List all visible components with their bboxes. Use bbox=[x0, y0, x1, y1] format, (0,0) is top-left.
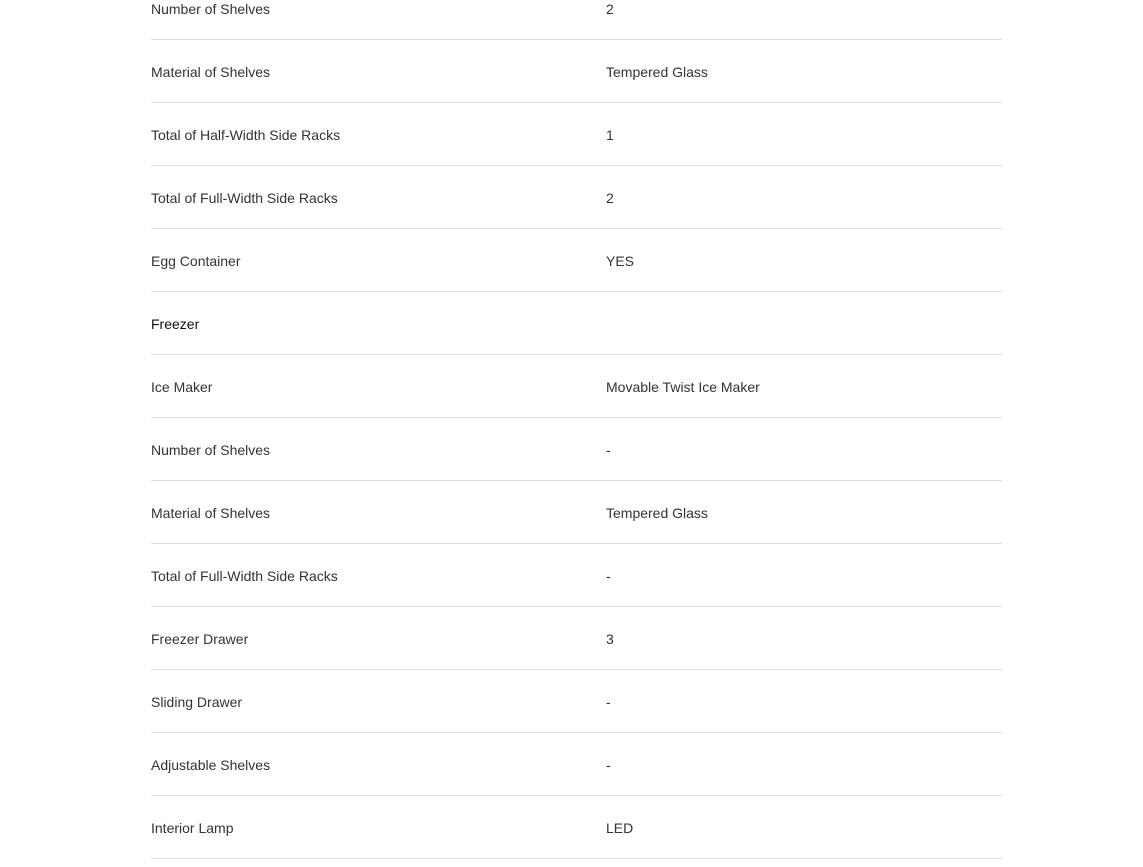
spec-label: Adjustable Shelves bbox=[151, 757, 271, 773]
spec-value: 1 bbox=[606, 127, 614, 143]
spec-row-half-width-side-racks bbox=[151, 103, 1002, 166]
spec-row-material-of-shelves bbox=[151, 40, 1002, 103]
spec-row-freezer-drawer bbox=[151, 607, 1002, 670]
spec-row-freezer-full-width-side-racks bbox=[151, 544, 1002, 607]
spec-value: Tempered Glass bbox=[606, 505, 708, 521]
spec-row-adjustable-shelves bbox=[151, 733, 1002, 796]
spec-row-full-width-side-racks bbox=[151, 166, 1002, 229]
section-title: Freezer bbox=[151, 316, 200, 332]
spec-value: Movable Twist Ice Maker bbox=[606, 379, 760, 395]
spec-table bbox=[151, 0, 1002, 859]
spec-value: - bbox=[606, 694, 611, 710]
spec-section-header-freezer bbox=[151, 292, 1002, 355]
spec-label: Interior Lamp bbox=[151, 820, 234, 836]
spec-label: Total of Full-Width Side Racks bbox=[151, 190, 338, 206]
spec-row-number-of-shelves bbox=[151, 0, 1002, 40]
spec-value: - bbox=[606, 442, 611, 458]
spec-row-interior-lamp bbox=[151, 796, 1002, 859]
spec-value: - bbox=[606, 757, 611, 773]
spec-row-sliding-drawer bbox=[151, 670, 1002, 733]
spec-label: Ice Maker bbox=[151, 379, 213, 395]
spec-value: Tempered Glass bbox=[606, 64, 708, 80]
spec-label: Total of Full-Width Side Racks bbox=[151, 568, 338, 584]
spec-row-freezer-number-of-shelves bbox=[151, 418, 1002, 481]
spec-value: 3 bbox=[606, 631, 614, 647]
spec-value: 2 bbox=[606, 190, 614, 206]
spec-value: YES bbox=[606, 253, 635, 269]
spec-label: Egg Container bbox=[151, 253, 241, 269]
spec-row-ice-maker bbox=[151, 355, 1002, 418]
spec-row-freezer-material-of-shelves bbox=[151, 481, 1002, 544]
spec-label: Sliding Drawer bbox=[151, 694, 243, 710]
spec-label: Material of Shelves bbox=[151, 505, 271, 521]
spec-label: Number of Shelves bbox=[151, 442, 271, 458]
spec-label: Freezer Drawer bbox=[151, 631, 249, 647]
spec-value: 2 bbox=[606, 1, 614, 17]
spec-label: Number of Shelves bbox=[151, 1, 271, 17]
spec-row-egg-container bbox=[151, 229, 1002, 292]
spec-value: - bbox=[606, 568, 611, 584]
spec-value: LED bbox=[606, 820, 634, 836]
spec-label: Total of Half-Width Side Racks bbox=[151, 127, 341, 143]
spec-label: Material of Shelves bbox=[151, 64, 271, 80]
